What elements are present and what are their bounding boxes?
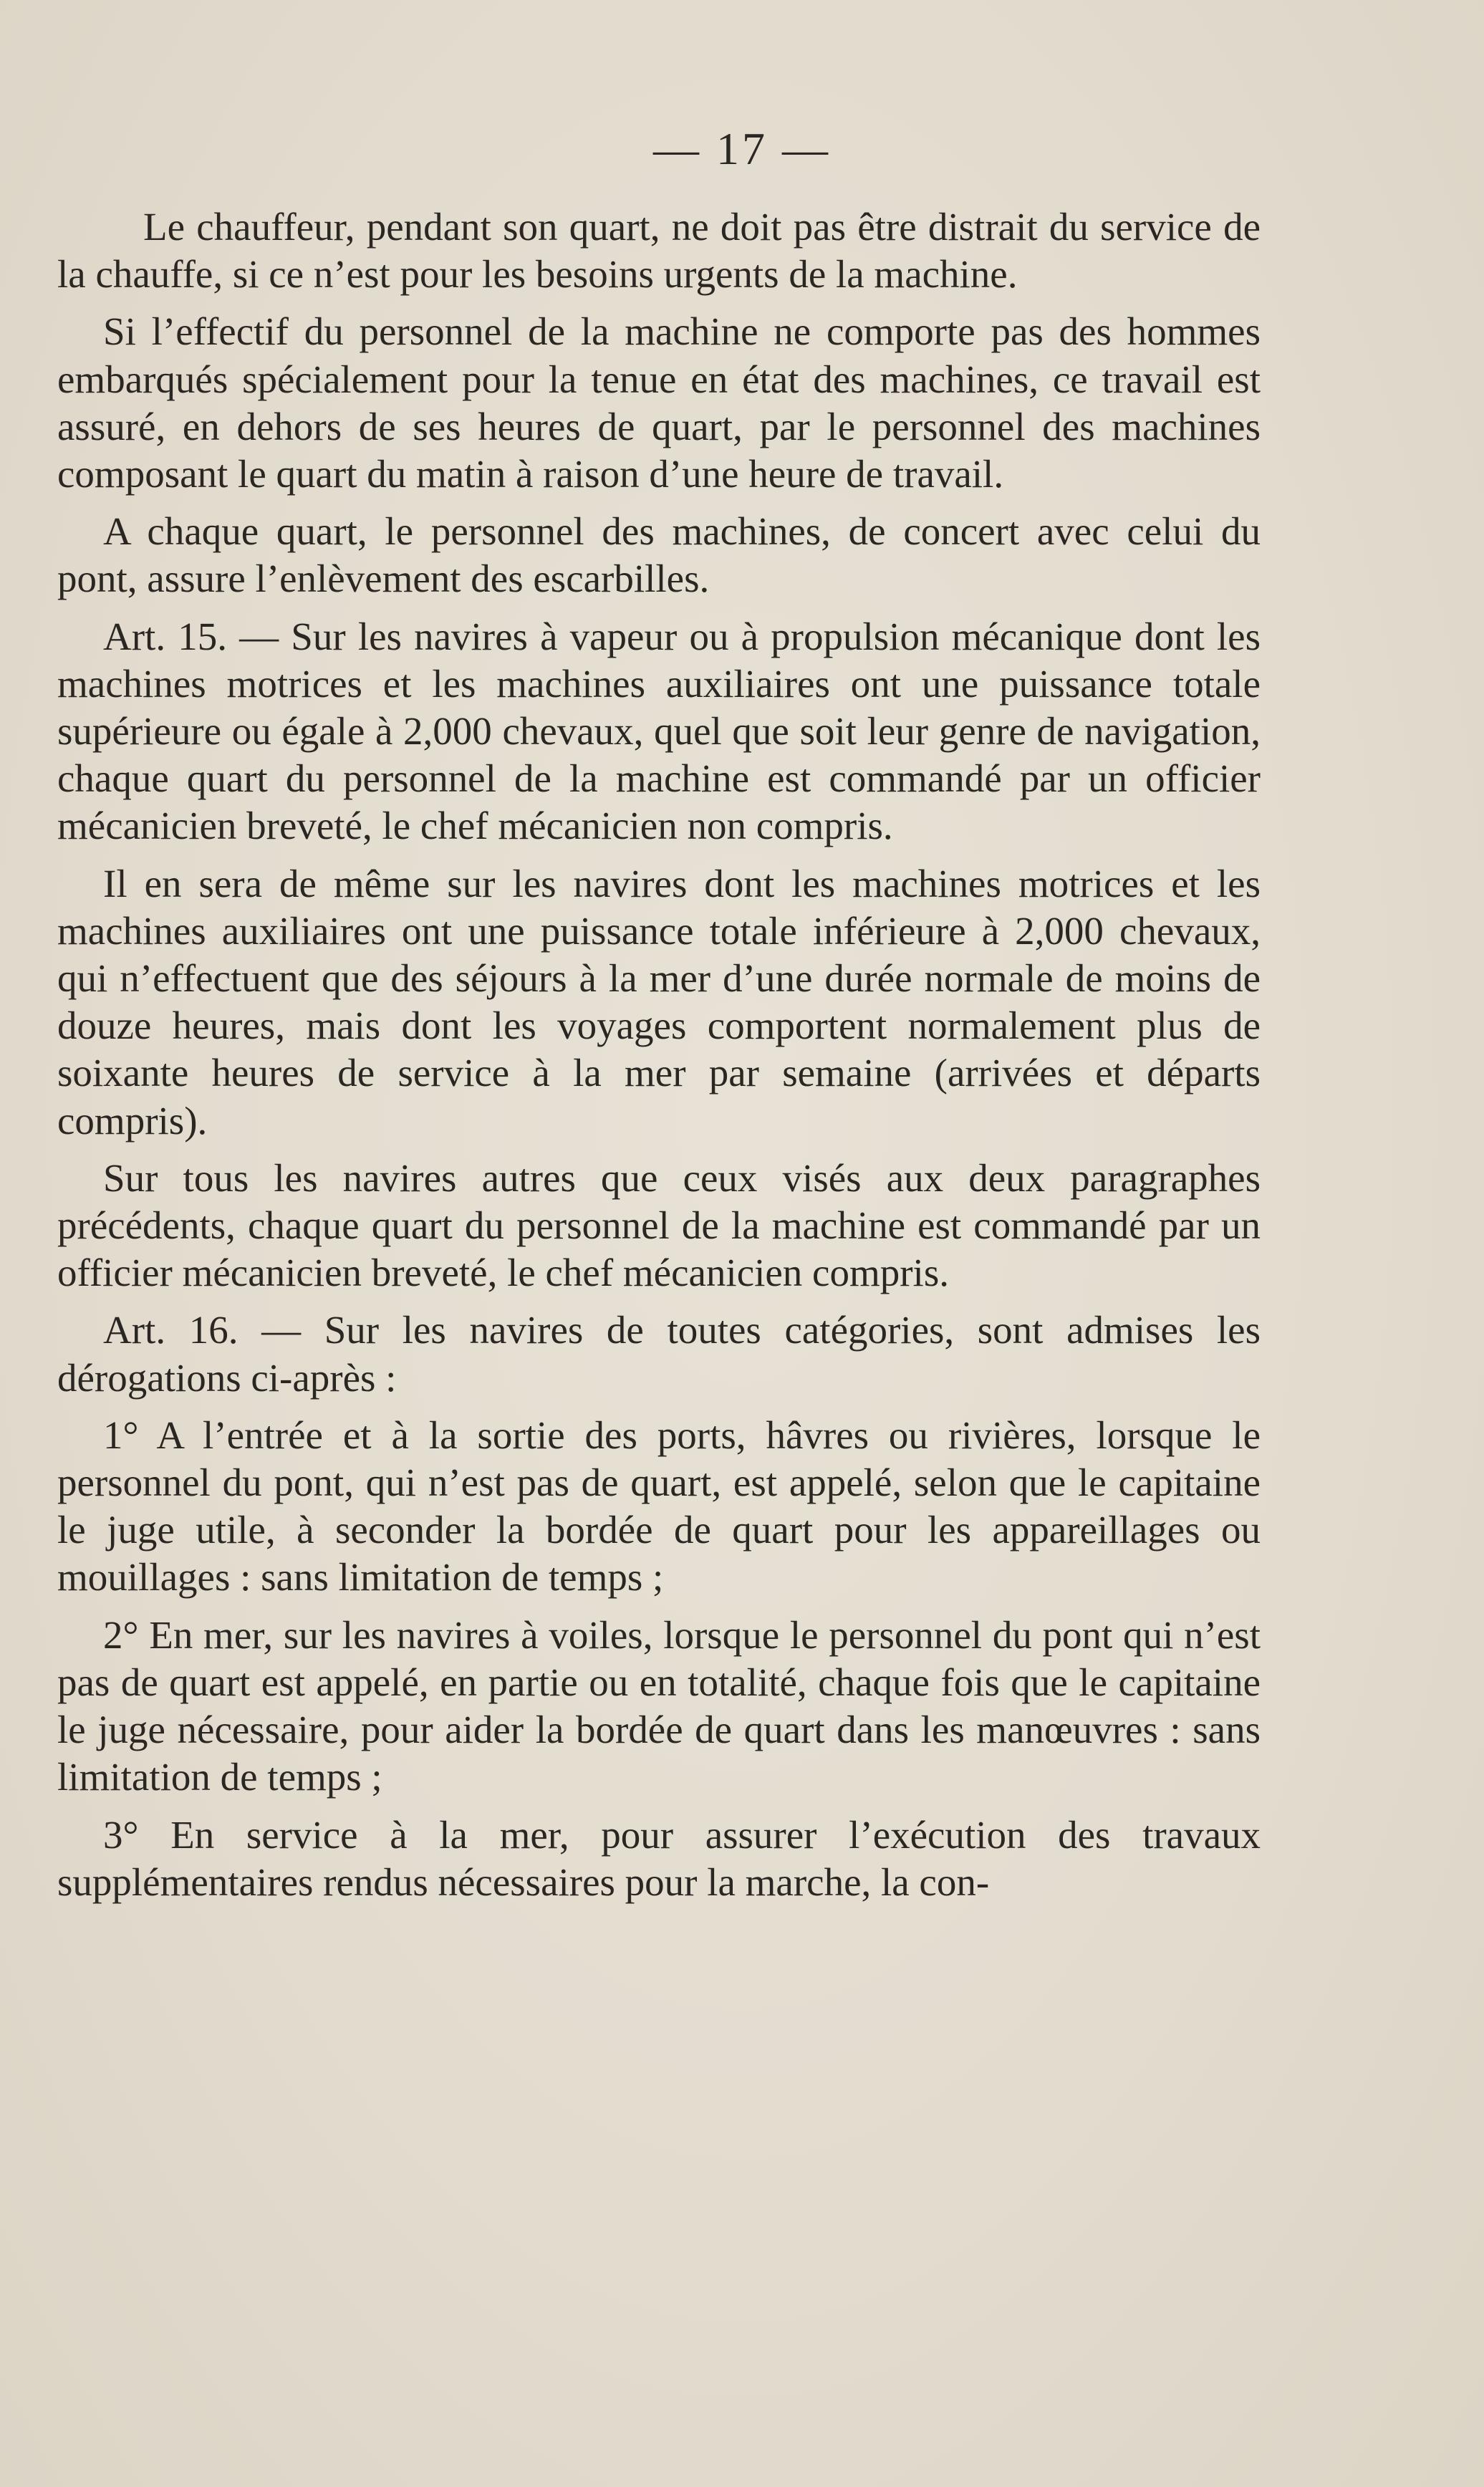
paragraph-autres-navires: Sur tous les navires autres que ceux visés aux deux paragraphes précédents, chaque quart du personnel de la machine est commandé par un officier mécanicien breveté, le chef mécanicien compris. [57,1155,1261,1295]
paragraph-article-15: Art. 15. — Sur les navires à vapeur ou à propulsion mécanique dont les machines motrices et les machines auxiliaires ont une puissance totale supérieure ou égale à 2,000 chevaux, quel que soit leur genre de navigation, chaque quart du personnel de la machine est commandé par un officier mécanicien breveté, le chef mécanicien non compris. [57,614,1261,848]
paragraph-escarbilles: A chaque quart, le personnel des machines, de concert avec celui du pont, assure l’enlèvement des escarbilles. [57,509,1261,601]
paragraph-derogation-1: 1° A l’entrée et à la sortie des ports, hâvres ou rivières, lorsque le personnel du pont, qui n’est pas de quart, est appelé, selon que le capitaine le juge utile, à seconder la bordée de quart pour les appareillages ou mouillages : sans limitation de temps ; [57,1413,1261,1600]
page-number: — 17 — [653,123,831,174]
paragraph-effectif: Si l’effectif du personnel de la machine ne comporte pas des hommes embarqués spécialement pour la tenue en état des machines, ce travail est assuré, en dehors de ses heures de quart, par le personnel des machines composant le quart du matin à raison d’une heure de travail. [57,309,1261,496]
body-text [57,203,1261,1906]
paragraph-puissance-inferieure: Il en sera de même sur les navires dont les machines motrices et les machines auxiliaires ont une puissance totale inférieure à 2,000 chevaux, qui n’effectuent que des séjours à la mer d’une durée normale de moins de douze heures, mais dont les voyages comportent normalement plus de soixante heures de service à la mer par semaine (arrivées et départs compris). [57,861,1261,1143]
paragraph-article-16: Art. 16. — Sur les navires de toutes catégories, sont admises les dérogations ci-après : [57,1308,1261,1400]
paragraph-derogation-3: 3° En service à la mer, pour assurer l’exécution des travaux supplémentaires rendus nécessaires pour la marche, la con- [57,1812,1261,1904]
paragraph-derogation-2: 2° En mer, sur les navires à voiles, lorsque le personnel du pont qui n’est pas de quart est appelé, en partie ou en totalité, chaque fois que le capitaine le juge nécessaire, pour aider la bordée de quart dans les manœuvres : sans limitation de temps ; [57,1612,1261,1799]
paragraph-chauffeur: Le chauffeur, pendant son quart, ne doit pas être distrait du service de la chauffe, si ce n’est pour les besoins urgents de la machine. [57,205,1261,297]
